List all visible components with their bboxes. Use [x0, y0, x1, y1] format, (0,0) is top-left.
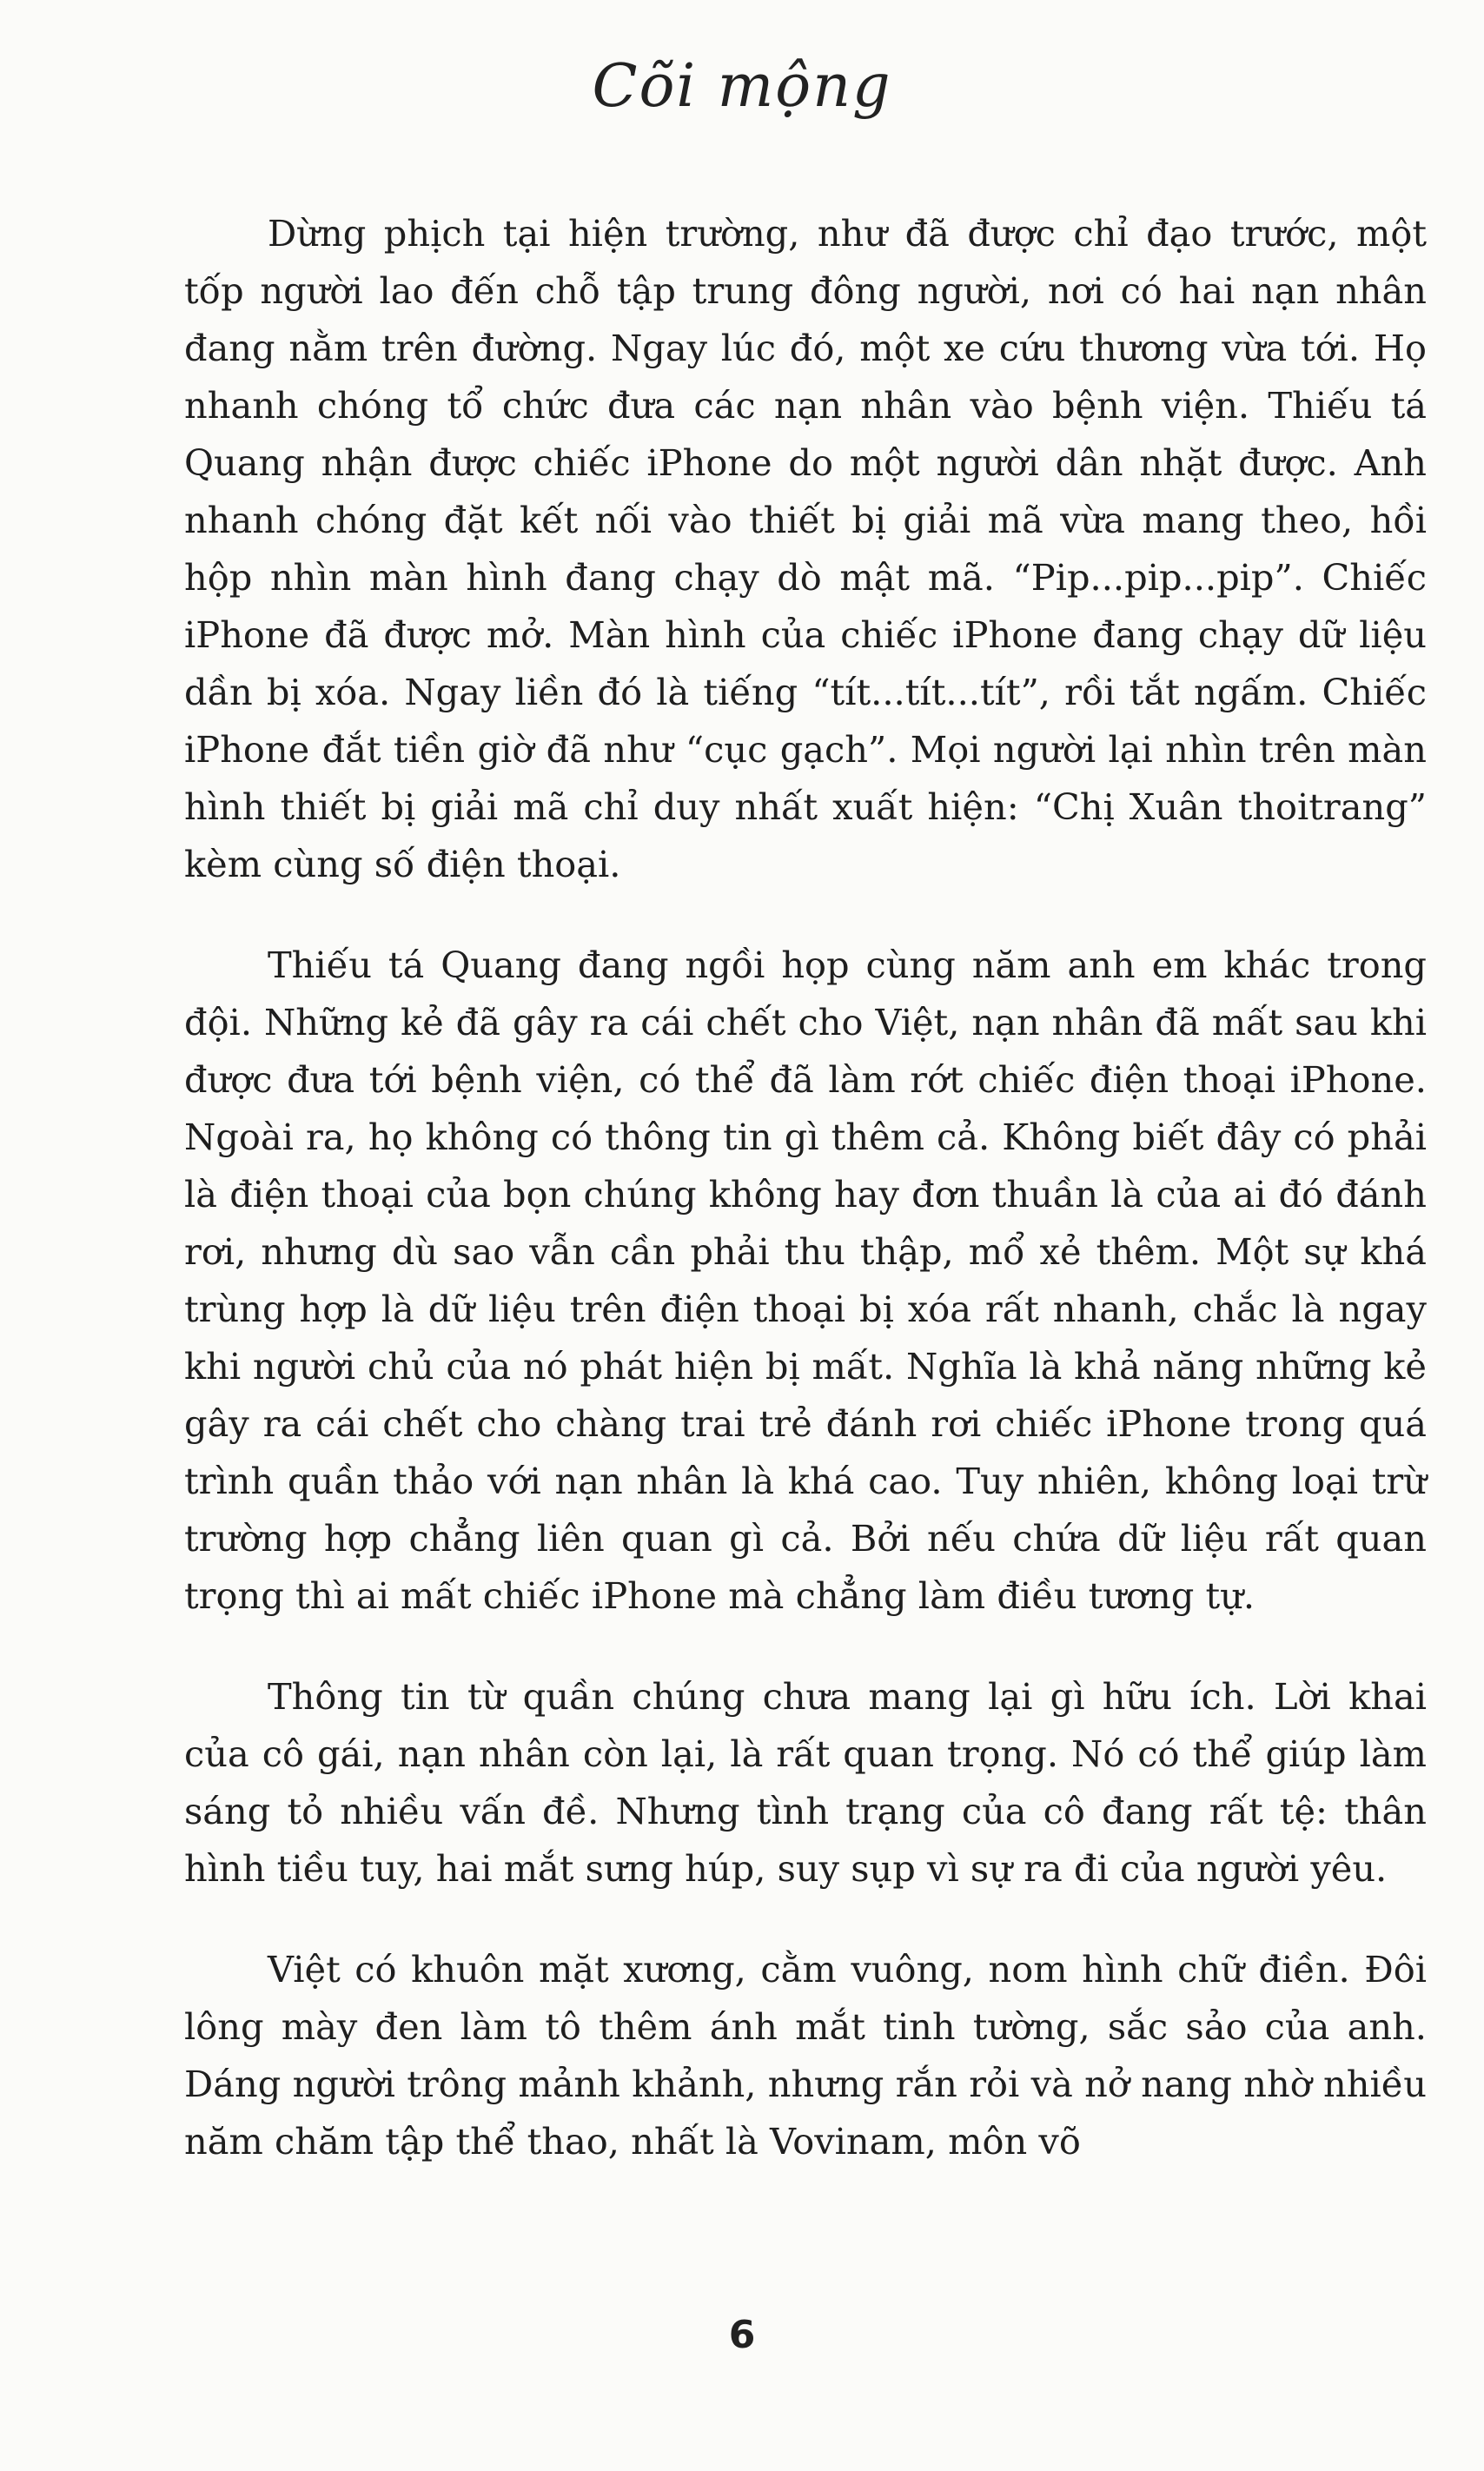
paragraph-3: Thông tin từ quần chúng chưa mang lại gì hữu ích. Lời khai của cô gái, nạn nhân còn lại, là rất quan trọng. Nó có thể giúp làm sáng tỏ nhiều vấn đề. Nhưng tình trạng của cô đang rất tệ: thân hình tiều tuy, hai mắt sưng húp, suy sụp vì sự ra đi của người yêu.	[184, 1675, 1427, 1890]
body-text	[184, 205, 1427, 2214]
page-number: 6	[728, 2313, 756, 2357]
paragraph-1: Dừng phịch tại hiện trường, như đã được chỉ đạo trước, một tốp người lao đến chỗ tập trung đông người, nơi có hai nạn nhân đang nằm trên đường. Ngay lúc đó, một xe cứu thương vừa tới. Họ nhanh chóng tổ chức đưa các nạn nhân vào bệnh viện. Thiếu tá Quang nhận được chiếc iPhone do một người dân nhặt được. Anh nhanh chóng đặt kết nối vào thiết bị giải mã vừa mang theo, hồi hộp nhìn màn hình đang chạy dò mật mã. “Pip...pip...pip”. Chiếc iPhone đã được mở. Màn hình của chiếc iPhone đang chạy dữ liệu dần bị xóa. Ngay liền đó là tiếng “tít...tít...tít”, rồi tắt ngấm. Chiếc iPhone đắt tiền giờ đã như “cục gạch”. Mọi người lại nhìn trên màn hình thiết bị giải mã chỉ duy nhất xuất hiện: “Chị Xuân thoitrang” kèm cùng số điện thoại.	[184, 212, 1427, 885]
running-header-title: Cõi mộng	[592, 52, 892, 121]
paragraph-2: Thiếu tá Quang đang ngồi họp cùng năm anh em khác trong đội. Những kẻ đã gây ra cái chết cho Việt, nạn nhân đã mất sau khi được đưa tới bệnh viện, có thể đã làm rớt chiếc điện thoại iPhone. Ngoài ra, họ không có thông tin gì thêm cả. Không biết đây có phải là điện thoại của bọn chúng không hay đơn thuần là của ai đó đánh rơi, nhưng dù sao vẫn cần phải thu thập, mổ xẻ thêm. Một sự khá trùng hợp là dữ liệu trên điện thoại bị xóa rất nhanh, chắc là ngay khi người chủ của nó phát hiện bị mất. Nghĩa là khả năng những kẻ gây ra cái chết cho chàng trai trẻ đánh rơi chiếc iPhone trong quá trình quần thảo với nạn nhân là khá cao. Tuy nhiên, không loại trừ trường hợp chẳng liên quan gì cả. Bởi nếu chứa dữ liệu rất quan trọng thì ai mất chiếc iPhone mà chẳng làm điều tương tự.	[184, 944, 1427, 1617]
paragraph-4: Việt có khuôn mặt xương, cằm vuông, nom hình chữ điền. Đôi lông mày đen làm tô thêm ánh mắt tinh tường, sắc sảo của anh. Dáng người trông mảnh khảnh, nhưng rắn rỏi và nở nang nhờ nhiều năm chăm tập thể thao, nhất là Vovinam, môn võ	[184, 1948, 1427, 2163]
